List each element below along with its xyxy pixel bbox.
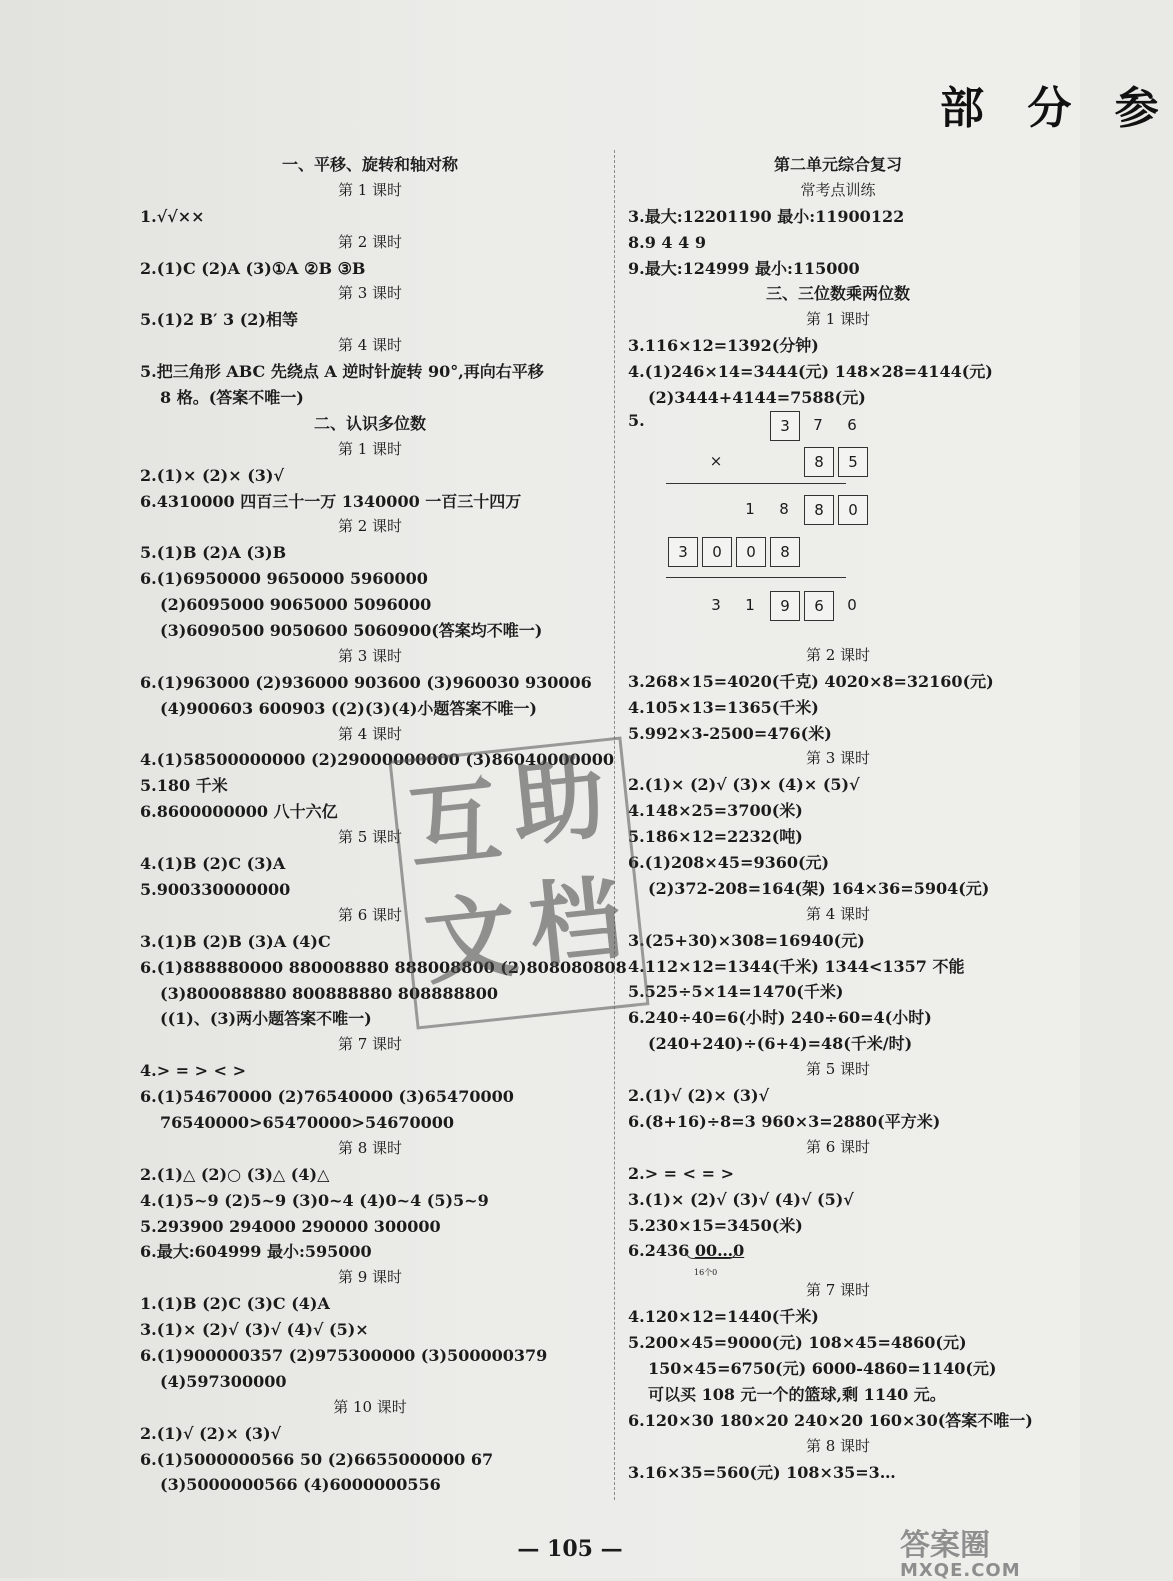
answer-line-zeros [628,1238,1048,1278]
lesson-heading: 第 2 课时 [337,517,403,536]
answer-line: 3.16×35=560(元) 108×35=3… [628,1462,896,1482]
watermark-char: 文 [419,881,523,998]
question-number: 5. [628,410,645,430]
answer-line: 3.(25+30)×308=16940(元) [628,930,865,950]
lesson-heading: 第 4 课时 [805,904,871,923]
answer-line: (3)6090500 9050600 5060900(答案均不唯一) [160,621,543,641]
digit: 7 [813,415,823,434]
answer-line: 5.230×15=3450(米) [628,1215,803,1235]
answer-line: 3.116×12=1392(分钟) [628,336,819,356]
digit: 8 [779,499,789,518]
lesson-heading: 第 5 课时 [805,1060,871,1079]
rule-line [666,577,846,578]
digit: 6 [847,415,857,434]
answer-line: 1.√√×× [140,206,205,226]
answer-line: 2.(1)× (2)× (3)√ [140,465,284,485]
lesson-heading: 第 8 课时 [337,1138,403,1157]
section-heading: 一、平移、旋转和轴对称 [281,155,458,174]
answer-line: 6.(1)900000357 (2)975300000 (3)500000379 [140,1345,548,1365]
section-heading: 二、认识多位数 [313,413,426,433]
answer-line: 5.(1)2 B′ 3 (2)相等 [140,310,298,330]
digit: 1 [745,595,755,614]
answer-line: 9.最大:124999 最小:115000 [628,258,860,278]
answer-line: 4.105×13=1365(千米) [628,697,819,717]
lesson-heading: 常考点训练 [800,180,876,199]
page-number: — 105 — [517,1536,623,1562]
answer-line: 4.112×12=1344(千米) 1344<1357 不能 [628,956,965,976]
zeros-run: 00…0 [694,1241,745,1261]
multiplication-figure [628,411,1048,643]
zeros-prefix: 6.2436 [628,1241,695,1261]
lesson-heading: 第 7 课时 [805,1281,871,1300]
digit-box: 8 [804,495,834,525]
logo-text: 答案圈 [900,1528,990,1563]
digit: 1 [745,499,755,518]
watermark-char: 档 [524,864,627,981]
digit: 0 [847,595,857,614]
answer-line: 4.(1)B (2)C (3)A [140,854,286,874]
answer-line: 76540000>65470000>54670000 [160,1112,454,1132]
answer-line: 8 格。(答案不唯一) [160,388,304,408]
logo-url: MXQE.COM [900,1560,1021,1581]
answer-line: (2)372-208=164(架) 164×36=5904(元) [648,878,990,898]
digit-box: 5 [838,447,868,477]
answer-line: 2.(1)C (2)A (3)①A ②B ③B [140,258,366,278]
answer-line: 3.(1)× (2)√ (3)√ (4)√ (5)√ [628,1189,854,1209]
answer-line: 1.(1)B (2)C (3)C (4)A [140,1294,330,1314]
answer-line: 4.120×12=1440(千米) [628,1307,819,1327]
answer-line: 4.(1)5~9 (2)5~9 (3)0~4 (4)0~4 (5)5~9 [140,1190,489,1210]
answer-line: 2.(1)× (2)√ (3)× (4)× (5)√ [628,775,860,795]
answer-line: 150×45=6750(元) 6000-4860=1140(元) [648,1359,997,1379]
answer-line: (4)597300000 [160,1371,287,1391]
lesson-heading: 第 2 课时 [805,645,871,664]
answer-line: 3.268×15=4020(千克) 4020×8=32160(元) [628,671,994,691]
digit-box: 0 [702,537,732,567]
answer-line: 4.148×25=3700(米) [628,801,803,821]
digit-box: 8 [770,537,800,567]
answer-line: 5.200×45=9000(元) 108×45=4860(元) [628,1333,967,1353]
watermark-char: 助 [507,743,611,860]
right-column [628,152,1048,1486]
answer-line: 3.(1)B (2)B (3)A (4)C [140,931,331,951]
lesson-heading: 第 1 课时 [337,180,403,199]
digit-box: 3 [668,537,698,567]
times-sign: × [709,451,723,470]
answer-line: 3.最大:12201190 最小:11900122 [628,206,905,226]
answer-line: 6.(1)208×45=9360(元) [628,853,830,873]
answer-line: 6.(1)6950000 9650000 5960000 [140,569,428,589]
lesson-heading: 第 4 课时 [337,336,403,355]
digit: 3 [711,595,721,614]
lesson-heading: 第 5 课时 [337,828,403,847]
answer-line: 6.(1)963000 (2)936000 903600 (3)960030 930006 [140,672,592,692]
answer-line: 6.240÷40=6(小时) 240÷60=4(小时) [628,1008,932,1028]
lesson-heading: 第 3 课时 [337,284,403,303]
answer-line: (3)800088880 800888880 808888800 [160,983,498,1003]
right-section-a [628,152,1048,411]
lesson-heading: 第 3 课时 [805,749,871,768]
watermark-char: 互 [403,766,506,883]
site-logo [900,1520,1021,1581]
answer-line: 6.(1)888880000 880008880 888008800 (2)808080808 [140,957,627,977]
lesson-heading: 第 9 课时 [337,1268,403,1287]
right-section-b [628,643,1048,1238]
lesson-heading: 第 1 课时 [337,439,403,458]
lesson-heading: 第 1 课时 [805,310,871,329]
answer-line: 5.525÷5×14=1470(千米) [628,982,844,1002]
lesson-heading: 第 2 课时 [337,232,403,251]
answer-line: 3.(1)× (2)√ (3)√ (4)√ (5)× [140,1320,369,1340]
answer-line: 6.(8+16)÷8=3 960×3=2880(平方米) [628,1111,941,1131]
answer-line: ((1)、(3)两小题答案不唯一) [160,1009,372,1029]
zeros-note: 16个0 [694,1268,718,1278]
lesson-heading: 第 3 课时 [337,646,403,665]
lesson-heading: 第 6 课时 [337,905,403,924]
digit-box: 0 [838,495,868,525]
answer-line: 6.4310000 四百三十一万 1340000 一百三十四万 [140,491,522,511]
answer-line: 2.(1)√ (2)× (3)√ [628,1086,770,1106]
answer-line: 2.(1)△ (2)○ (3)△ (4)△ [140,1164,330,1184]
answer-line: 5.992×3-2500=476(米) [628,723,832,743]
answer-line: (2)3444+4144=7588(元) [648,388,866,408]
page-title: 部 分 参 [940,83,1173,134]
answer-line: 8.9 4 4 9 [628,232,706,252]
digit-box: 9 [770,591,800,621]
answer-line: (240+240)÷(6+4)=48(千米/时) [648,1034,913,1054]
right-section-c [628,1278,1048,1485]
answer-line: 4.> = > < > [140,1061,247,1081]
answer-line: (2)6095000 9065000 5096000 [160,595,432,615]
digit-box: 0 [736,537,766,567]
section-heading: 三、三位数乘两位数 [765,284,910,304]
answer-line: 4.(1)246×14=3444(元) 148×28=4144(元) [628,362,993,382]
digit-box: 8 [804,447,834,477]
answer-line: 6.(1)54670000 (2)76540000 (3)65470000 [140,1087,514,1107]
answer-line: 6.(1)5000000566 50 (2)6655000000 67 [140,1449,494,1469]
answer-line: 6.120×30 180×20 240×20 160×30(答案不唯一) [628,1410,1033,1430]
lesson-heading: 第 8 课时 [805,1436,871,1455]
answer-line: 2.> = < = > [628,1163,735,1183]
brace-icon [686,1252,736,1259]
section-heading: 第二单元综合复习 [773,155,902,174]
answer-line: (3)5000000566 (4)6000000556 [160,1475,441,1495]
digit-box: 6 [804,591,834,621]
lesson-heading: 第 7 课时 [337,1035,403,1054]
answer-line: 4.(1)58500000000 (2)29000000000 (3)86040000000 [140,750,615,770]
answer-line: 6.最大:604999 最小:595000 [140,1242,372,1262]
answer-line: 5.186×12=2232(吨) [628,827,803,847]
answer-line: 2.(1)√ (2)× (3)√ [140,1423,282,1443]
answer-line: 可以买 108 元一个的篮球,剩 1140 元。 [648,1384,946,1404]
answer-line: 5.180 千米 [140,776,228,796]
answer-line: 5.293900 294000 290000 300000 [140,1216,441,1236]
digit-box: 3 [770,411,800,441]
rule-line [666,483,846,484]
answer-line: 5.900330000000 [140,879,291,899]
watermark-stamp [389,737,650,1030]
answer-line: (4)900603 600903 ((2)(3)(4)小题答案不唯一) [160,698,537,718]
answer-line: 5.把三角形 ABC 先绕点 A 逆时针旋转 90°,再向右平移 [140,362,544,382]
answer-line: 6.8600000000 八十六亿 [140,802,338,822]
lesson-heading: 第 4 课时 [337,724,403,743]
lesson-heading: 第 6 课时 [805,1137,871,1156]
answer-line: 5.(1)B (2)A (3)B [140,543,287,563]
lesson-heading: 第 10 课时 [333,1397,407,1416]
